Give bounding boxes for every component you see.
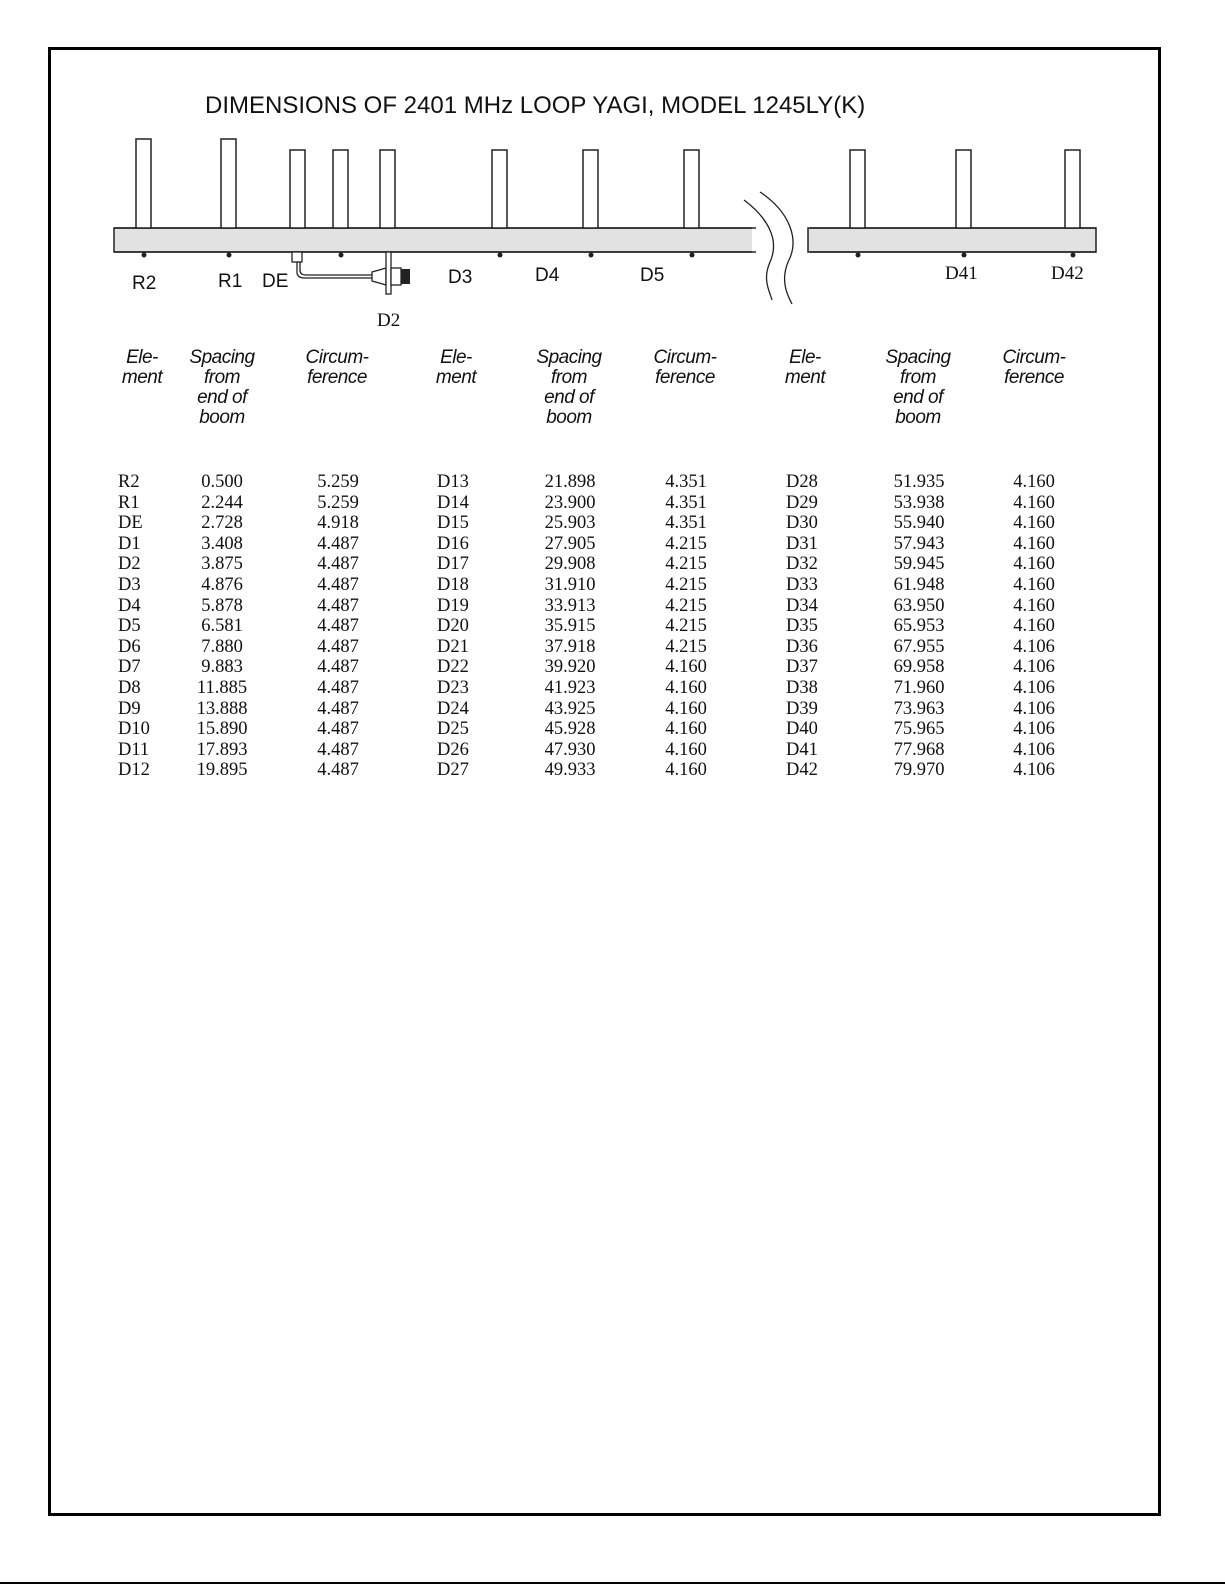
cell-elements-3: D35	[786, 616, 818, 637]
cell-spacing-1: 3.875	[201, 554, 243, 575]
cell-spacing-1: 13.888	[196, 698, 248, 719]
cell-circumference-1: 4.487	[317, 554, 359, 575]
cell-circumference-1: 4.487	[317, 616, 359, 637]
cell-elements-2: D14	[437, 492, 469, 513]
cell-spacing-1: 0.500	[201, 472, 243, 492]
cell-circumference-1: 4.918	[317, 513, 359, 534]
cell-elements-3: D39	[786, 698, 818, 719]
cell-spacing-3: 67.955	[893, 636, 945, 657]
header-spacing-1: Spacing from end of boom	[189, 347, 255, 428]
cell-circumference-3: 4.106	[1013, 698, 1055, 719]
label-d41: D41	[945, 263, 978, 284]
cell-elements-1: D3	[118, 574, 141, 595]
header-element-2: Ele- ment	[435, 347, 477, 388]
cell-circumference-3: 4.160	[1013, 533, 1055, 554]
label-d2: D2	[377, 310, 401, 331]
cell-elements-3: D36	[786, 636, 818, 657]
cell-spacing-1: 2.244	[201, 492, 243, 513]
cell-spacing-1: 7.880	[201, 636, 243, 657]
cell-circumference-1: 4.487	[317, 657, 359, 678]
cell-spacing-3: 59.945	[893, 554, 945, 575]
cell-spacing-3: 51.935	[893, 472, 945, 492]
cell-spacing-1: 2.728	[201, 513, 243, 534]
cell-spacing-3: 61.948	[893, 574, 945, 595]
cell-elements-2: D22	[437, 657, 469, 678]
cell-circumference-1: 4.487	[317, 636, 359, 657]
cell-elements-3: D40	[786, 719, 818, 740]
boom-break-gap	[752, 226, 804, 254]
cell-spacing-2: 21.898	[544, 472, 596, 492]
cell-spacing-1: 19.895	[196, 760, 248, 781]
cell-spacing-3: 63.950	[893, 595, 945, 616]
cell-elements-2: D19	[437, 595, 469, 616]
cell-elements-2: D27	[437, 760, 469, 781]
cell-circumference-2: 4.215	[665, 636, 707, 657]
cell-elements-1: D7	[118, 657, 141, 678]
cell-elements-2: D21	[437, 636, 469, 657]
cell-circumference-3: 4.160	[1013, 616, 1055, 637]
cell-elements-3: D42	[786, 760, 818, 781]
cell-elements-1: D6	[118, 636, 141, 657]
element-r1	[221, 139, 236, 228]
header-circumference-2: Circum- ference	[653, 347, 717, 388]
cell-circumference-2: 4.215	[665, 616, 707, 637]
cell-elements-1: R2	[118, 472, 140, 492]
cell-elements-1: D2	[118, 554, 141, 575]
cell-elements-3: D30	[786, 513, 818, 534]
cell-spacing-2: 31.910	[544, 574, 596, 595]
cell-elements-2: D18	[437, 574, 469, 595]
cell-circumference-2: 4.160	[665, 698, 707, 719]
cell-spacing-2: 45.928	[544, 719, 596, 740]
cell-circumference-3: 4.160	[1013, 554, 1055, 575]
cell-circumference-1: 5.259	[317, 472, 359, 492]
header-element-1: Ele- ment	[121, 347, 163, 388]
cell-elements-1: R1	[118, 492, 140, 513]
cell-circumference-3: 4.106	[1013, 657, 1055, 678]
label-d3: D3	[448, 267, 473, 288]
cell-elements-3: D37	[786, 657, 818, 678]
cell-circumference-2: 4.160	[665, 657, 707, 678]
cell-elements-3: D32	[786, 554, 818, 575]
boom-right	[808, 228, 1096, 252]
label-d5: D5	[640, 265, 665, 286]
cell-elements-1: D4	[118, 595, 141, 616]
cell-spacing-2: 37.918	[544, 636, 596, 657]
cell-circumference-2: 4.351	[665, 492, 707, 513]
cell-spacing-1: 11.885	[196, 677, 248, 698]
column-circumference-1	[298, 472, 378, 781]
cell-elements-2: D13	[437, 472, 469, 492]
cell-spacing-2: 35.915	[544, 616, 596, 637]
cell-circumference-1: 4.487	[317, 533, 359, 554]
cell-circumference-3: 4.106	[1013, 636, 1055, 657]
cell-circumference-3: 4.106	[1013, 760, 1055, 781]
cell-circumference-3: 4.106	[1013, 739, 1055, 760]
column-spacing-2	[530, 472, 610, 781]
cell-circumference-3: 4.160	[1013, 472, 1055, 492]
element-d40	[850, 150, 865, 228]
cell-elements-1: D5	[118, 616, 141, 637]
antenna-diagram	[0, 0, 1225, 340]
cell-elements-3: D31	[786, 533, 818, 554]
header-circumference-3: Circum- ference	[1002, 347, 1066, 388]
cell-spacing-3: 77.968	[893, 739, 945, 760]
cell-spacing-2: 25.903	[544, 513, 596, 534]
element-d1	[333, 150, 348, 228]
cell-circumference-2: 4.160	[665, 677, 707, 698]
cell-circumference-2: 4.160	[665, 760, 707, 781]
cell-elements-2: D20	[437, 616, 469, 637]
label-r1: R1	[218, 271, 243, 292]
header-element-3: Ele- ment	[784, 347, 826, 388]
cell-spacing-1: 5.878	[201, 595, 243, 616]
element-d3	[492, 150, 507, 228]
cell-spacing-1: 6.581	[201, 616, 243, 637]
cell-elements-3: D29	[786, 492, 818, 513]
column-spacing-1	[182, 472, 262, 781]
document-title: DIMENSIONS OF 2401 MHz LOOP YAGI, MODEL 1245LY(K)	[205, 92, 866, 119]
label-d4: D4	[535, 265, 560, 286]
label-r2: R2	[132, 273, 157, 294]
cell-circumference-2: 4.215	[665, 574, 707, 595]
bottom-rule	[0, 1582, 1225, 1584]
cell-circumference-3: 4.160	[1013, 595, 1055, 616]
cell-spacing-1: 17.893	[196, 739, 248, 760]
feed-connector	[292, 252, 410, 294]
cell-spacing-1: 4.876	[201, 574, 243, 595]
cell-elements-3: D34	[786, 595, 818, 616]
cell-elements-1: DE	[118, 513, 143, 534]
cell-circumference-1: 4.487	[317, 760, 359, 781]
cell-elements-2: D17	[437, 554, 469, 575]
header-circumference-1: Circum- ference	[305, 347, 369, 388]
element-d2	[380, 150, 395, 228]
cell-circumference-1: 4.487	[317, 677, 359, 698]
cell-circumference-3: 4.160	[1013, 513, 1055, 534]
cell-circumference-1: 4.487	[317, 739, 359, 760]
cell-circumference-1: 4.487	[317, 595, 359, 616]
cell-circumference-3: 4.106	[1013, 719, 1055, 740]
cell-circumference-2: 4.351	[665, 472, 707, 492]
cell-spacing-1: 3.408	[201, 533, 243, 554]
cell-elements-1: D10	[118, 719, 150, 740]
column-circumference-2	[646, 472, 726, 781]
cell-spacing-2: 33.913	[544, 595, 596, 616]
cell-elements-2: D24	[437, 698, 469, 719]
cell-circumference-2: 4.215	[665, 595, 707, 616]
cell-elements-2: D16	[437, 533, 469, 554]
cell-circumference-2: 4.160	[665, 739, 707, 760]
cell-spacing-3: 75.965	[893, 719, 945, 740]
cell-elements-1: D12	[118, 760, 150, 781]
cell-circumference-1: 5.259	[317, 492, 359, 513]
cell-spacing-1: 15.890	[196, 719, 248, 740]
header-spacing-2: Spacing from end of boom	[536, 347, 602, 428]
element-d4	[583, 150, 598, 228]
column-circumference-3	[994, 472, 1074, 781]
cell-circumference-2: 4.215	[665, 554, 707, 575]
column-spacing-3	[879, 472, 959, 781]
cell-elements-1: D11	[118, 739, 150, 760]
cell-spacing-2: 49.933	[544, 760, 596, 781]
cell-spacing-3: 55.940	[893, 513, 945, 534]
cell-elements-3: D33	[786, 574, 818, 595]
cell-spacing-1: 9.883	[201, 657, 243, 678]
cell-circumference-3: 4.160	[1013, 574, 1055, 595]
cell-circumference-3: 4.106	[1013, 677, 1055, 698]
cell-elements-1: D9	[118, 698, 141, 719]
cell-circumference-1: 4.487	[317, 719, 359, 740]
cell-circumference-1: 4.487	[317, 574, 359, 595]
label-d42: D42	[1051, 263, 1084, 284]
column-elements-1	[118, 472, 178, 781]
cell-elements-3: D38	[786, 677, 818, 698]
element-de	[290, 150, 305, 228]
cell-spacing-3: 71.960	[893, 677, 945, 698]
label-de: DE	[262, 271, 289, 292]
header-spacing-3: Spacing from end of boom	[885, 347, 951, 428]
cell-elements-2: D23	[437, 677, 469, 698]
element-d5	[684, 150, 699, 228]
cell-spacing-2: 43.925	[544, 698, 596, 719]
cell-spacing-2: 47.930	[544, 739, 596, 760]
cell-elements-2: D25	[437, 719, 469, 740]
cell-spacing-3: 79.970	[893, 760, 945, 781]
cell-elements-1: D1	[118, 533, 141, 554]
cell-spacing-3: 65.953	[893, 616, 945, 637]
cell-circumference-2: 4.215	[665, 533, 707, 554]
cell-circumference-2: 4.160	[665, 719, 707, 740]
cell-circumference-1: 4.487	[317, 698, 359, 719]
column-elements-3	[786, 472, 846, 781]
cell-elements-2: D26	[437, 739, 469, 760]
cell-elements-3: D41	[786, 739, 818, 760]
cell-circumference-3: 4.160	[1013, 492, 1055, 513]
cell-elements-3: D28	[786, 472, 818, 492]
cell-circumference-2: 4.351	[665, 513, 707, 534]
cell-spacing-3: 69.958	[893, 657, 945, 678]
cell-spacing-2: 23.900	[544, 492, 596, 513]
element-r2	[136, 139, 151, 228]
cell-spacing-3: 53.938	[893, 492, 945, 513]
cell-elements-2: D15	[437, 513, 469, 534]
boom-left	[114, 228, 758, 252]
element-d41	[956, 150, 971, 228]
column-elements-2	[437, 472, 497, 781]
element-d42	[1065, 150, 1080, 228]
cell-spacing-2: 27.905	[544, 533, 596, 554]
cell-spacing-2: 29.908	[544, 554, 596, 575]
cell-spacing-3: 57.943	[893, 533, 945, 554]
cell-spacing-2: 39.920	[544, 657, 596, 678]
cell-elements-1: D8	[118, 677, 141, 698]
cell-spacing-3: 73.963	[893, 698, 945, 719]
cell-spacing-2: 41.923	[544, 677, 596, 698]
